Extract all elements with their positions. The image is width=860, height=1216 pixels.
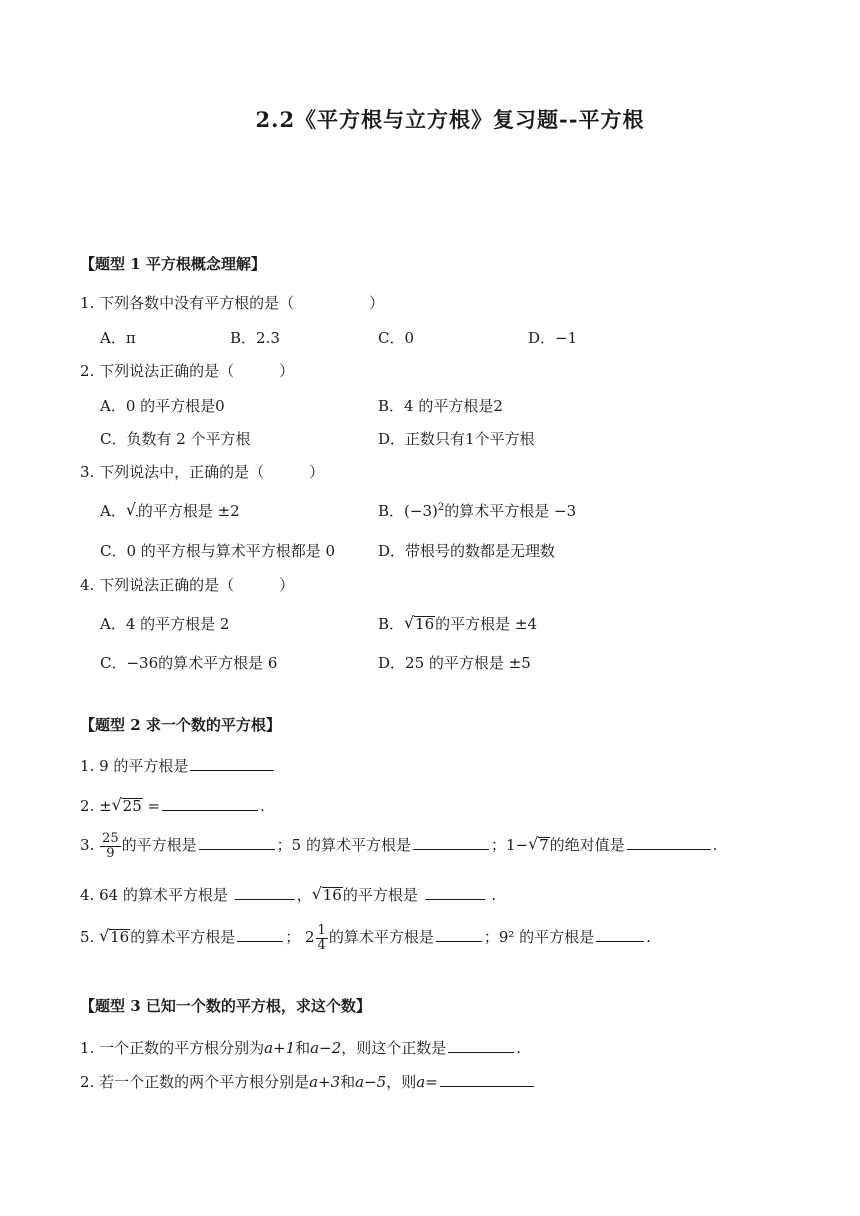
q2-4-comma: ， bbox=[296, 886, 312, 904]
section-heading-1: 【题型 1 平方根概念理解】 bbox=[80, 255, 266, 273]
power-base: (−3) bbox=[404, 502, 438, 520]
numerator: 25 bbox=[102, 831, 119, 846]
q2-2 bbox=[80, 794, 265, 815]
fraction bbox=[100, 832, 121, 860]
q2-5 bbox=[80, 924, 651, 952]
q2-4-text-a: 4. 64 的算术平方根是 bbox=[80, 886, 228, 904]
period: . bbox=[491, 886, 497, 904]
mixed-whole: 2 bbox=[305, 928, 315, 947]
q3-1-text-b: ，则这个正数是 bbox=[341, 1039, 447, 1057]
answer-blank[interactable] bbox=[596, 925, 644, 942]
radicand bbox=[136, 515, 138, 516]
sqrt-expression: √ 16 bbox=[99, 926, 130, 947]
q2-5-text-b: 的算术平方根是 bbox=[328, 928, 434, 947]
radicand: 16 bbox=[415, 615, 435, 633]
period: . bbox=[712, 836, 718, 855]
q2-3-text-c: ；1− bbox=[490, 836, 529, 855]
equals-sign: = bbox=[147, 797, 161, 815]
period: . bbox=[646, 928, 651, 947]
sqrt-expression: √ 16 bbox=[404, 613, 435, 633]
q1-1-stem: 1. 下列各数中没有平方根的是（ ） bbox=[80, 294, 385, 312]
sqrt-expression: √ 16 bbox=[311, 884, 342, 904]
period: . bbox=[260, 797, 265, 815]
fraction bbox=[316, 924, 328, 952]
radicand: 7 bbox=[539, 836, 549, 855]
option-text: 的算术平方根是 −3 bbox=[444, 502, 577, 520]
q1-2-option-a: A．0 的平方根是0 bbox=[100, 397, 225, 415]
radicand: 16 bbox=[322, 886, 342, 904]
q3-1-text-a: 1. 一个正数的平方根分别为 bbox=[80, 1039, 265, 1057]
option-letter: B． bbox=[378, 502, 405, 520]
answer-blank[interactable] bbox=[413, 833, 489, 850]
q2-3-text-d: 的绝对值是 bbox=[549, 836, 625, 855]
answer-blank[interactable] bbox=[436, 925, 482, 942]
q3-1 bbox=[80, 1036, 521, 1058]
answer-blank[interactable] bbox=[440, 1070, 534, 1087]
q1-1-option-d: D．−1 bbox=[528, 329, 578, 347]
option-text: 的平方根是 ±4 bbox=[435, 615, 538, 633]
q2-3-text-a: 的平方根是 bbox=[121, 836, 197, 855]
q1-1-option-c: C．0 bbox=[378, 329, 415, 347]
q1-2-option-b: B．4 的平方根是2 bbox=[378, 397, 503, 415]
q1-3-option-a bbox=[100, 500, 240, 521]
answer-blank[interactable] bbox=[235, 883, 295, 900]
q3-2 bbox=[80, 1070, 536, 1092]
q1-3-option-c: C．0 的平方根与算术平方根都是 0 bbox=[100, 542, 336, 560]
answer-blank[interactable] bbox=[237, 925, 283, 942]
q1-4-option-c: C．−36的算术平方根是 6 bbox=[100, 654, 278, 672]
expr-a-equals: a= bbox=[416, 1073, 438, 1091]
sqrt-expression: √ 25 bbox=[111, 795, 142, 815]
q3-2-and: 和 bbox=[340, 1073, 356, 1091]
expr-a-plus-1: a+1 bbox=[264, 1039, 296, 1057]
q2-1 bbox=[80, 754, 276, 776]
q1-2-option-d: D．正数只有1个平方根 bbox=[378, 430, 535, 448]
q2-5-text-c: ；9² 的平方根是 bbox=[483, 928, 595, 947]
sqrt-expression: √ bbox=[125, 500, 137, 519]
q1-1-option-a: A．π bbox=[100, 329, 136, 347]
q1-4-option-a: A．4 的平方根是 2 bbox=[100, 615, 230, 633]
q1-3-stem: 3. 下列说法中，正确的是（ ） bbox=[80, 463, 325, 481]
q1-2-option-c: C．负数有 2 个平方根 bbox=[100, 430, 251, 448]
page-title: 2.2《平方根与立方根》复习题--平方根 bbox=[255, 107, 645, 132]
q1-1-option-b: B．2.3 bbox=[230, 329, 280, 347]
q1-4-option-d: D．25 的平方根是 ±5 bbox=[378, 654, 531, 672]
denominator: 9 bbox=[106, 845, 115, 861]
answer-blank[interactable] bbox=[448, 1036, 514, 1053]
q2-3-text-b: ；5 的算术平方根是 bbox=[276, 836, 411, 855]
expr-a-minus-2: a−2 bbox=[310, 1039, 342, 1057]
q1-3-option-b bbox=[378, 500, 576, 521]
period: . bbox=[516, 1039, 522, 1057]
q1-3-option-d: D．带根号的数都是无理数 bbox=[378, 542, 556, 560]
q3-2-text-b: ，则 bbox=[386, 1073, 417, 1091]
section-heading-2: 【题型 2 求一个数的平方根】 bbox=[80, 716, 281, 734]
q1-4-option-b bbox=[378, 613, 537, 634]
answer-blank[interactable] bbox=[199, 833, 275, 850]
q2-4 bbox=[80, 883, 496, 905]
option-letter: B． bbox=[378, 615, 405, 633]
answer-blank[interactable] bbox=[627, 833, 711, 850]
q2-2-prefix: 2. ± bbox=[80, 797, 112, 815]
expr-a-plus-3: a+3 bbox=[309, 1073, 341, 1091]
numerator: 1 bbox=[317, 923, 326, 938]
power-exponent: 2 bbox=[437, 502, 445, 513]
q2-5-sep-a: ； bbox=[285, 928, 301, 947]
q2-4-text-b: 的平方根是 bbox=[342, 886, 418, 904]
answer-blank[interactable] bbox=[162, 794, 258, 811]
sqrt-expression: √ 7 bbox=[528, 834, 549, 855]
answer-blank[interactable] bbox=[425, 883, 485, 900]
q2-5-text-a: 的算术平方根是 bbox=[130, 928, 236, 947]
expr-a-minus-5: a−5 bbox=[355, 1073, 387, 1091]
q3-1-and: 和 bbox=[295, 1039, 311, 1057]
q1-2-stem: 2. 下列说法正确的是（ ） bbox=[80, 362, 295, 380]
radicand: 16 bbox=[110, 928, 130, 947]
answer-blank[interactable] bbox=[190, 754, 274, 771]
q1-4-stem: 4. 下列说法正确的是（ ） bbox=[80, 576, 295, 594]
radicand: 25 bbox=[122, 797, 142, 815]
q2-3-number: 3. bbox=[80, 836, 95, 855]
q2-3 bbox=[80, 832, 717, 860]
denominator: 4 bbox=[317, 937, 326, 953]
q2-5-number: 5. bbox=[80, 928, 95, 947]
q2-1-text: 1. 9 的平方根是 bbox=[80, 757, 189, 775]
q3-2-text-a: 2. 若一个正数的两个平方根分别是 bbox=[80, 1073, 310, 1091]
section-heading-3: 【题型 3 已知一个数的平方根，求这个数】 bbox=[80, 997, 371, 1015]
option-text: 的平方根是 ±2 bbox=[137, 502, 240, 520]
option-letter: A． bbox=[100, 502, 126, 520]
